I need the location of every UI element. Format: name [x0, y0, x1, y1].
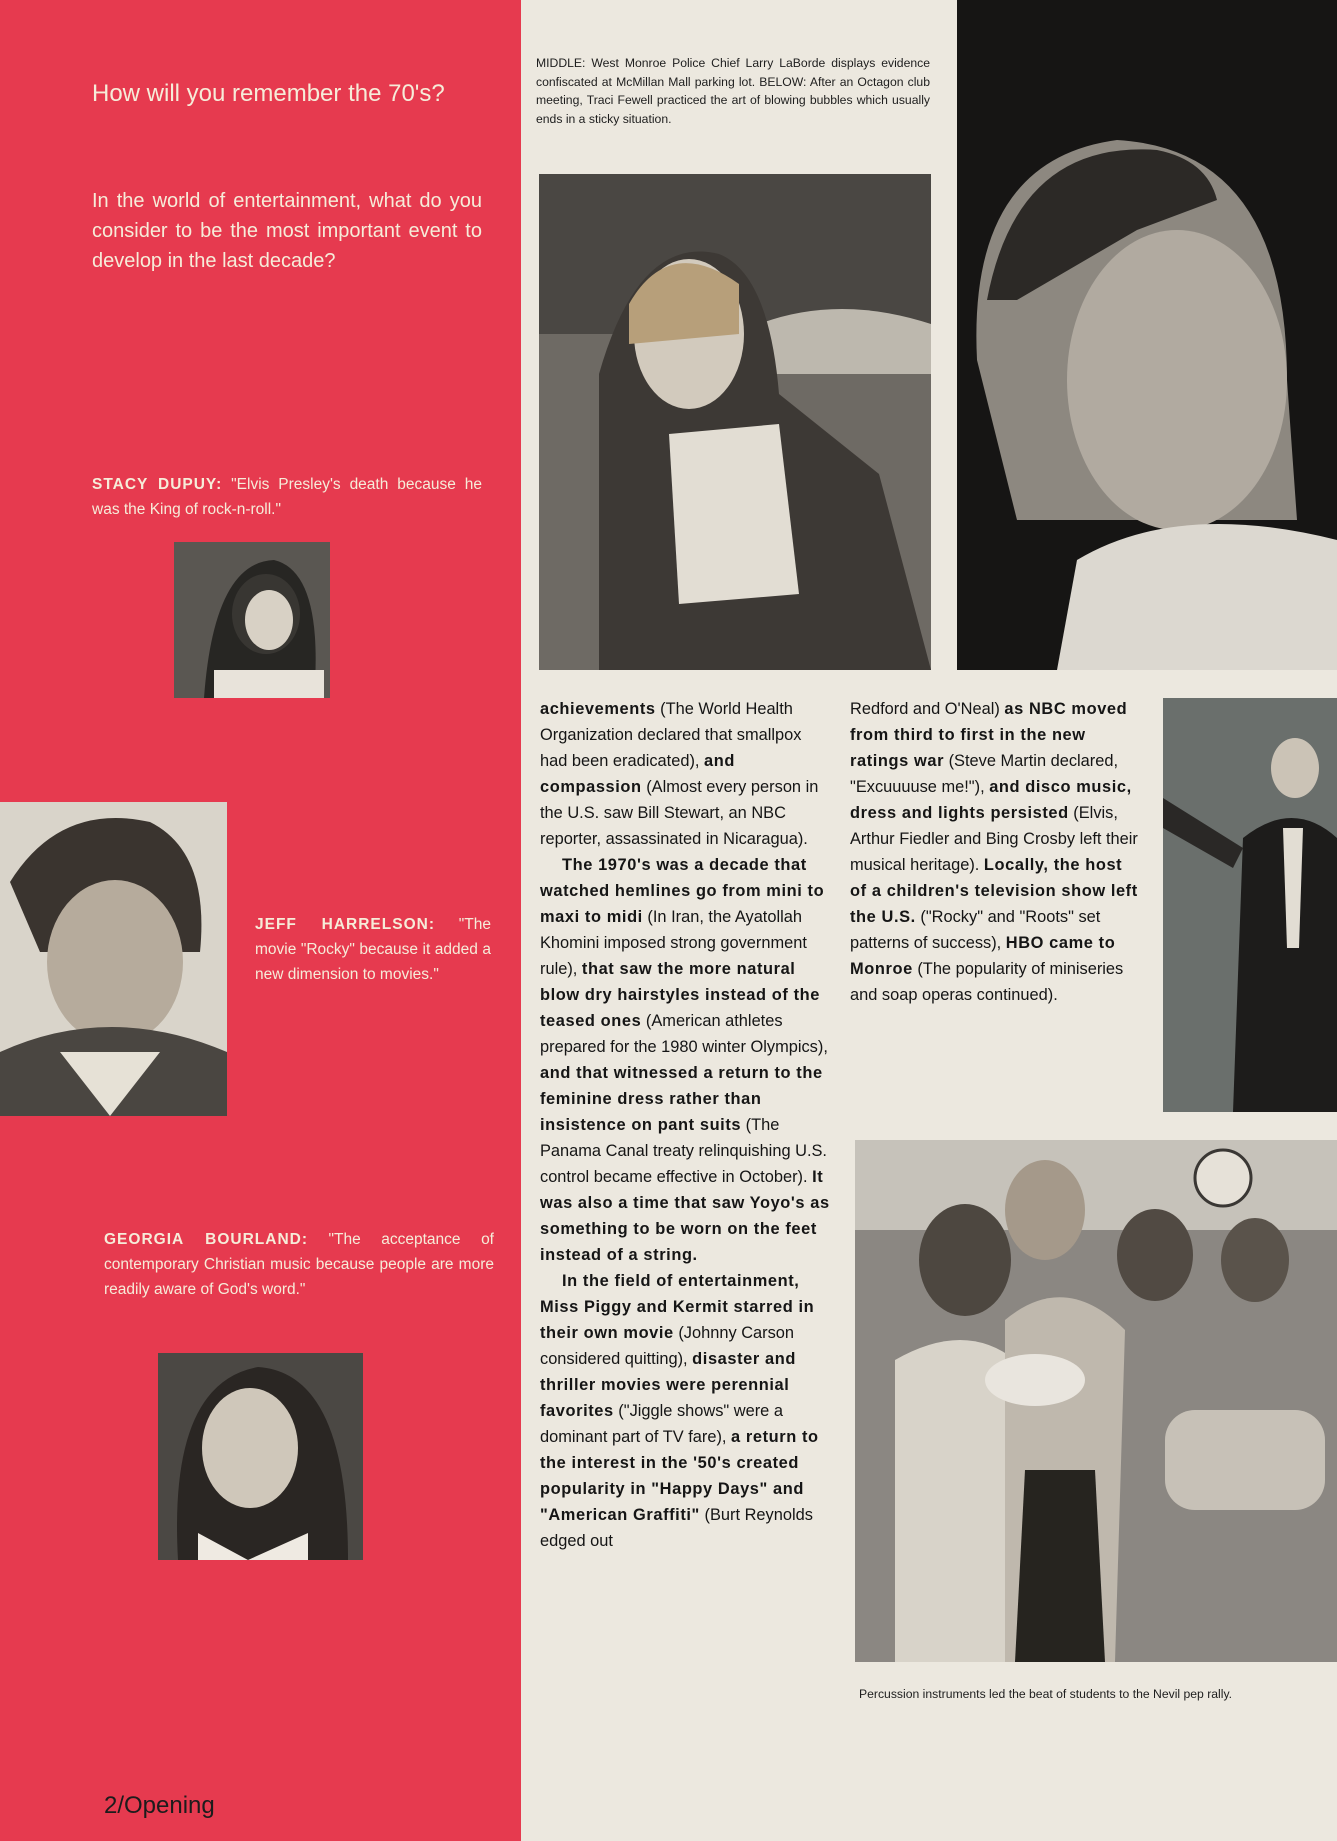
emphasis: and that witnessed a return to the feminine dress rather than insistence on pant suits: [540, 1064, 823, 1134]
quote-author: GEORGIA BOURLAND:: [104, 1231, 308, 1248]
quote-georgia-bourland: [104, 1227, 494, 1302]
quote-author: JEFF HARRELSON:: [255, 916, 435, 933]
emphasis: and compassion: [540, 752, 735, 796]
article-column-1: [540, 696, 830, 1554]
aside: (Almost every person in the U.S. saw Bill Stewart, an NBC reporter, assassinated in Nicaragua).: [540, 778, 819, 848]
page-heading: How will you remember the 70's?: [92, 80, 445, 107]
survey-question: In the world of entertainment, what do you consider to be the most important event to develop in the last decade?: [92, 190, 482, 272]
aside: (The Panama Canal treaty relinquishing U.S. control became effective in October).: [540, 1116, 827, 1186]
aside: (Steve Martin declared, "Excuuuuse me!"),: [850, 752, 1119, 796]
quote-author: STACY DUPUY:: [92, 476, 223, 493]
photo-percussion-band: [855, 1140, 1337, 1662]
emphasis: and disco music, dress and lights persisted: [850, 778, 1132, 822]
emphasis: achievements: [540, 700, 656, 718]
aside: Redford and O'Neal): [850, 700, 1005, 718]
quote-stacy-dupuy: [92, 472, 482, 522]
aside: (American athletes prepared for the 1980 winter Olympics),: [540, 1012, 828, 1056]
quote-text: "Elvis Presley's death because he was the King of rock-n-roll.": [92, 476, 482, 518]
quote-text: "The movie "Rocky" because it added a new dimension to movies.": [255, 916, 491, 983]
aside: (Johnny Carson considered quitting),: [540, 1324, 795, 1368]
page-folio: 2/Opening: [104, 1792, 215, 1819]
caption-bottom: Percussion instruments led the beat of students to the Nevil pep rally.: [859, 1687, 1233, 1701]
article-column-2: [850, 696, 1140, 1008]
emphasis: a return to the interest in the '50's created popularity in "Happy Days" and "American Graffiti": [540, 1428, 819, 1524]
emphasis: It was also a time that saw Yoyo's as something to be worn on the feet instead of a string.: [540, 1168, 830, 1264]
aside: ("Rocky" and "Roots" set patterns of success),: [850, 908, 1101, 952]
photo-traci-fewell: [539, 174, 931, 670]
photo-georgia-bourland: [158, 1353, 363, 1560]
aside: (Elvis, Arthur Fiedler and Bing Crosby left their musical heritage).: [850, 804, 1138, 874]
aside: (In Iran, the Ayatollah Khomini imposed strong government rule),: [540, 908, 807, 978]
aside: (Burt Reynolds edged out: [540, 1506, 813, 1550]
paragraph: [540, 696, 830, 852]
caption-top: MIDDLE: West Monroe Police Chief Larry LaBorde displays evidence confiscated at McMillan Mall parking lot. BELOW: After an Octagon club meeting, Traci Fewell practiced the art of blowing bubbles which usually ends in a sticky situation.: [536, 56, 930, 126]
emphasis: The 1970's was a decade that watched hemlines go from mini to maxi to midi: [540, 856, 825, 926]
photo-police-chief: [957, 0, 1337, 670]
emphasis: as NBC moved from third to first in the new ratings war: [850, 700, 1128, 770]
emphasis: HBO came to Monroe: [850, 934, 1116, 978]
aside: ("Jiggle shows" were a dominant part of TV fare),: [540, 1402, 783, 1446]
paragraph: [540, 852, 830, 1268]
paragraph: [850, 696, 1140, 1008]
photo-stacy-dupuy: [174, 542, 330, 698]
emphasis: Locally, the host of a children's television show left the U.S.: [850, 856, 1138, 926]
quote-text: "The acceptance of contemporary Christian music because people are more readily aware of God's word.": [104, 1231, 494, 1298]
emphasis: disaster and thriller movies were perennial favorites: [540, 1350, 796, 1420]
emphasis: In the field of entertainment, Miss Piggy and Kermit starred in their own movie: [540, 1272, 815, 1342]
aside: (The popularity of miniseries and soap operas continued).: [850, 960, 1124, 1004]
photo-classroom-teacher: [1163, 698, 1337, 1112]
quote-jeff-harrelson: [255, 912, 491, 987]
paragraph: [540, 1268, 830, 1554]
emphasis: that saw the more natural blow dry hairstyles instead of the teased ones: [540, 960, 820, 1030]
photo-jeff-harrelson: [0, 802, 227, 1116]
aside: (The World Health Organization declared that smallpox had been eradicated),: [540, 700, 802, 770]
